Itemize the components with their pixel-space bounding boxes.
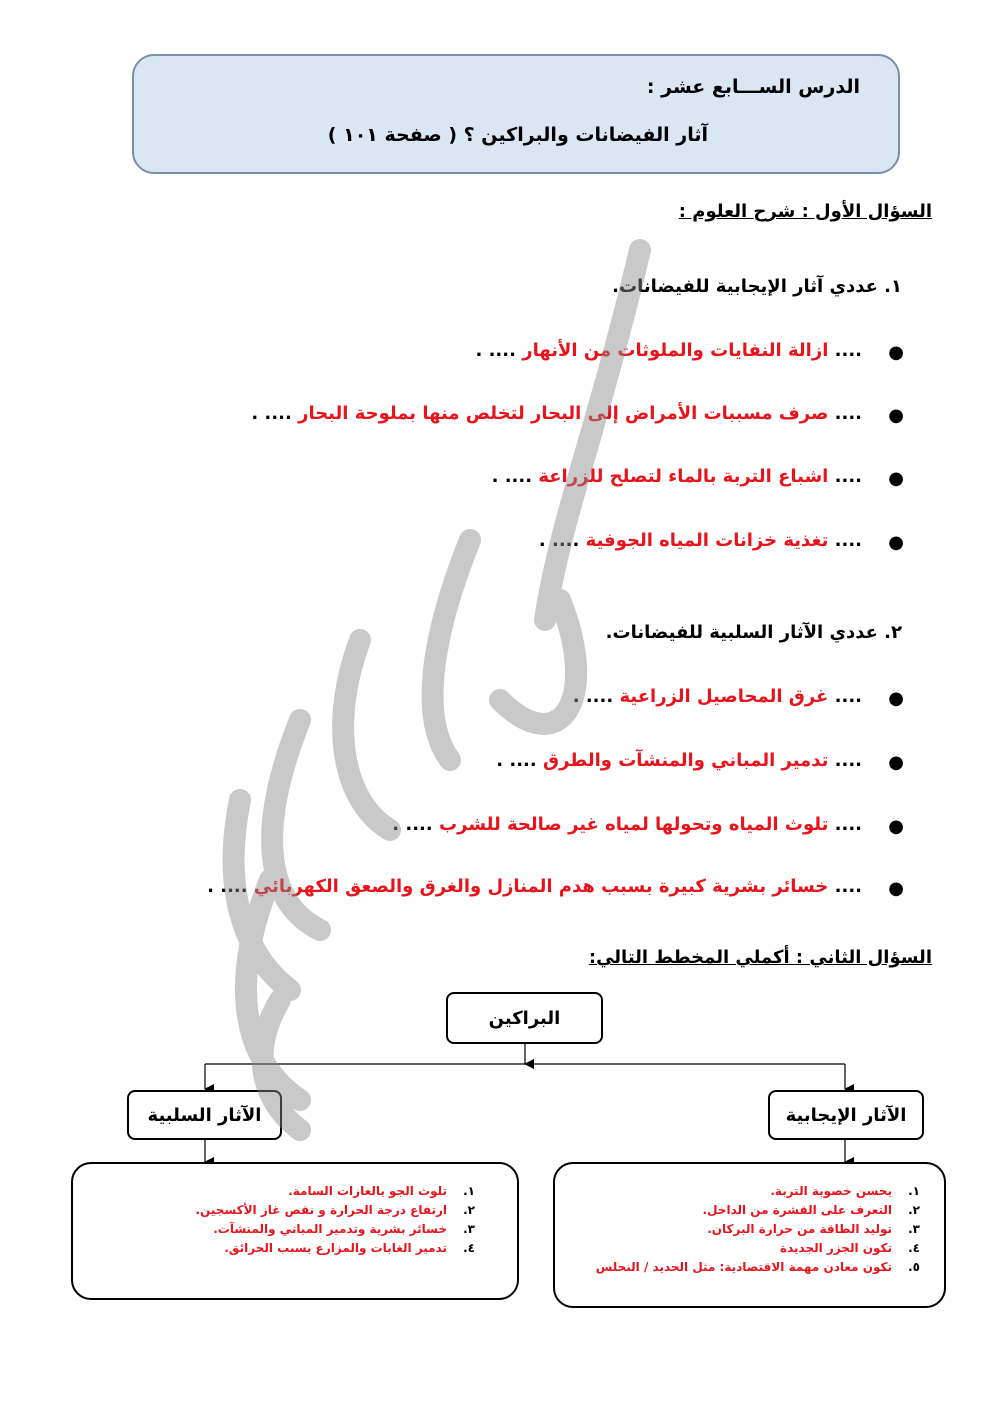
dots: .... [834,403,862,424]
positive-effects-list-box [553,1162,946,1308]
dots: .... [834,686,862,707]
answer-text: تغذية خزانات المياه الجوفية [585,530,829,551]
diagram-negative-effects: الآثار السلبية [127,1090,282,1140]
answer-text: اشباع التربة بالماء لتصلح للزراعة [538,466,829,487]
lesson-title: الدرس الســـابع عشر : [646,76,860,98]
diagram-positive-effects: الآثار الإيجابية [768,1090,924,1140]
dots: .... . [491,466,533,487]
dots: .... . [392,814,433,835]
answer-text: تلوث المياه وتحولها لمياه غير صالحة للشرب [439,814,829,835]
question-1-part-1-label: ١. عددي آثار الإيجابية للفيضانات. [612,276,902,297]
dots: .... . [538,530,580,551]
dots: .... . [251,403,292,424]
list-item: ٢.التعرف على القشرة من الداخل. [702,1203,920,1217]
dots: .... . [207,876,248,897]
bullet-icon: ● [888,342,904,363]
bullet-icon: ● [888,752,904,773]
dots: .... . [496,750,537,771]
list-item: ١.تلوث الجو بالغازات السامة. [288,1184,475,1198]
bullet-icon: ● [888,405,904,426]
dots: .... [834,466,862,487]
dots: .... [834,340,862,361]
bullet-icon: ● [888,532,904,553]
answer-text: صرف مسببات الأمراض إلى البحار لتخلص منها بملوحة البحار [298,403,829,424]
list-item: ١.يحسن خصوبة التربة. [770,1184,920,1198]
answer-text: خسائر بشرية كبيرة بسبب هدم المنازل والغرق والصعق الكهربائي [253,876,829,897]
list-item: ٣.خسائر بشرية وتدمير المباني والمنشآت. [213,1222,475,1236]
dots: .... [834,876,862,897]
dots: .... [834,530,862,551]
lesson-subtitle: آثار الفيضانات والبراكين ؟ ( صفحة ١٠١ ) [327,124,708,146]
diagram-root-volcanoes: البراكين [446,992,603,1044]
dots: .... [834,814,862,835]
list-item: ٤.تكون الجزر الجديدة [780,1241,920,1255]
dots: .... . [475,340,516,361]
question-2-heading: السؤال الثاني : أكملي المخطط التالي: [588,947,932,968]
dots: .... . [572,686,614,707]
answer-text: ازالة النفايات والملوثات من الأنهار [522,340,829,361]
negative-effects-list-box [71,1162,519,1300]
bullet-icon: ● [888,816,904,837]
list-item: ٢.ارتفاع درجة الحرارة و نقص غاز الأكسجين. [195,1203,475,1217]
dots: .... [834,750,862,771]
question-1-heading: السؤال الأول : شرح العلوم : [678,201,932,222]
question-1-part-2-label: ٢. عددي الآثار السلبية للفيضانات. [605,622,902,643]
list-item: ٤.تدمير الغابات والمزارع بسبب الحرائق. [224,1241,475,1255]
bullet-icon: ● [888,688,904,709]
answer-text: تدمير المباني والمنشآت والطرق [543,750,829,771]
bullet-icon: ● [888,468,904,489]
bullet-icon: ● [888,878,904,899]
list-item: ٣.توليد الطاقة من حرارة البركان. [707,1222,920,1236]
list-item: ٥.تكون معادن مهمة الاقتصادية: مثل الحديد / النحلس [595,1260,920,1274]
answer-text: غرق المحاصيل الزراعية [619,686,829,707]
